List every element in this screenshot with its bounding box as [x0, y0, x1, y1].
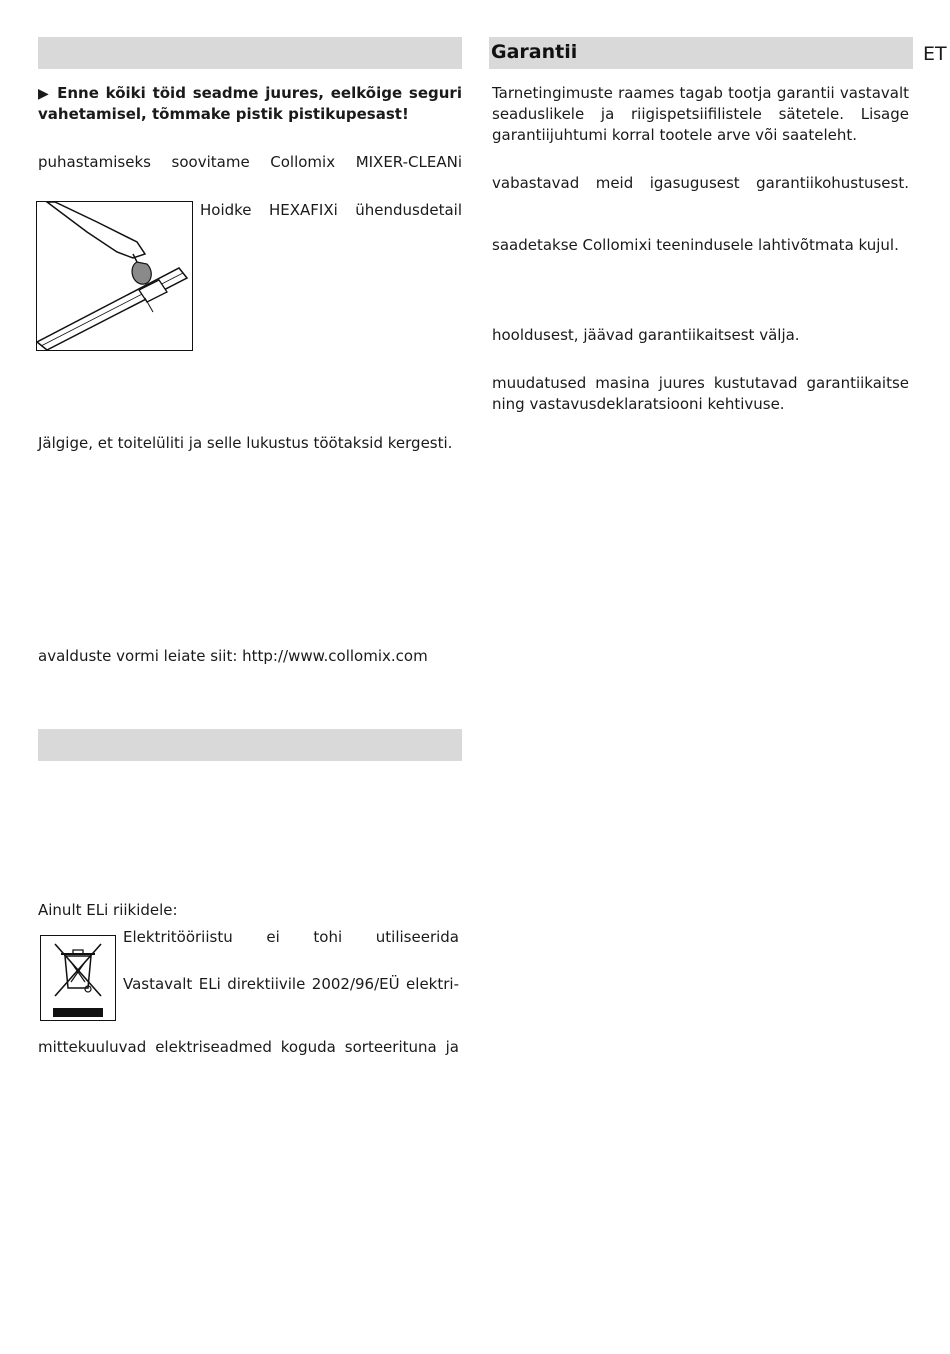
- warning-arrow-icon: ▶: [38, 86, 51, 102]
- power-switch-instruction: Jälgige, et toitelüliti ja selle lukustus töötaksid kergesti.: [38, 434, 453, 452]
- eu-disposal-line-1: Elektritööriistu ei tohi utiliseerida: [123, 928, 459, 946]
- warranty-para1-line2: seaduslikele ja riigispetsiifilistele sätetele. Lisage: [492, 105, 909, 123]
- right-section-header-bar: [489, 37, 913, 69]
- warranty-para5-line1: muudatused masina juures kustutavad garantiikaitse: [492, 374, 909, 392]
- warranty-para5-line2: ning vastavusdeklaratsiooni kehtivuse.: [492, 395, 785, 413]
- warranty-title: Garantii: [491, 41, 578, 63]
- warning-text-1: Enne kõiki töid seadme juures, eelkõige seguri: [57, 84, 462, 102]
- warranty-exemption-line: vabastavad meid igasugusest garantiikohustusest.: [492, 174, 909, 192]
- weee-bin-symbol: [40, 935, 116, 1021]
- warning-line-2: vahetamisel, tõmmake pistik pistikupesast!: [38, 105, 409, 123]
- disposal-section-header-bar: [38, 729, 462, 761]
- warning-line-1: [38, 83, 462, 105]
- eu-disposal-line-2: Vastavalt ELi direktiivile 2002/96/EÜ elektri-: [123, 975, 459, 993]
- eu-disposal-line-3: mittekuuluvad elektriseadmed koguda sorteerituna ja: [38, 1038, 459, 1056]
- eu-heading: Ainult ELi riikidele:: [38, 901, 178, 919]
- form-url-line: avalduste vormi leiate siit: http://www.collomix.com: [38, 647, 428, 665]
- cleaning-recommendation: puhastamiseks soovitame Collomix MIXER-CLEANi: [38, 153, 462, 171]
- left-section-header-bar: [38, 37, 462, 69]
- grease-tube-illustration: [37, 202, 192, 350]
- warranty-service-line: saadetakse Collomixi teenindusele lahtivõtmata kujul.: [492, 236, 899, 254]
- warranty-para1-line3: garantiijuhtumi korral tootele arve või saateleht.: [492, 126, 858, 144]
- warranty-para1-line1: Tarnetingimuste raames tagab tootja garantii vastavalt: [492, 84, 909, 102]
- hexafix-instruction: Hoidke HEXAFIXi ühendusdetail: [200, 201, 462, 219]
- crossed-bin-icon: [41, 936, 115, 1020]
- hexafix-lubrication-figure: [36, 201, 193, 351]
- warranty-maintenance-line: hooldusest, jäävad garantiikaitsest välja.: [492, 326, 800, 344]
- language-tag: ET: [923, 43, 947, 65]
